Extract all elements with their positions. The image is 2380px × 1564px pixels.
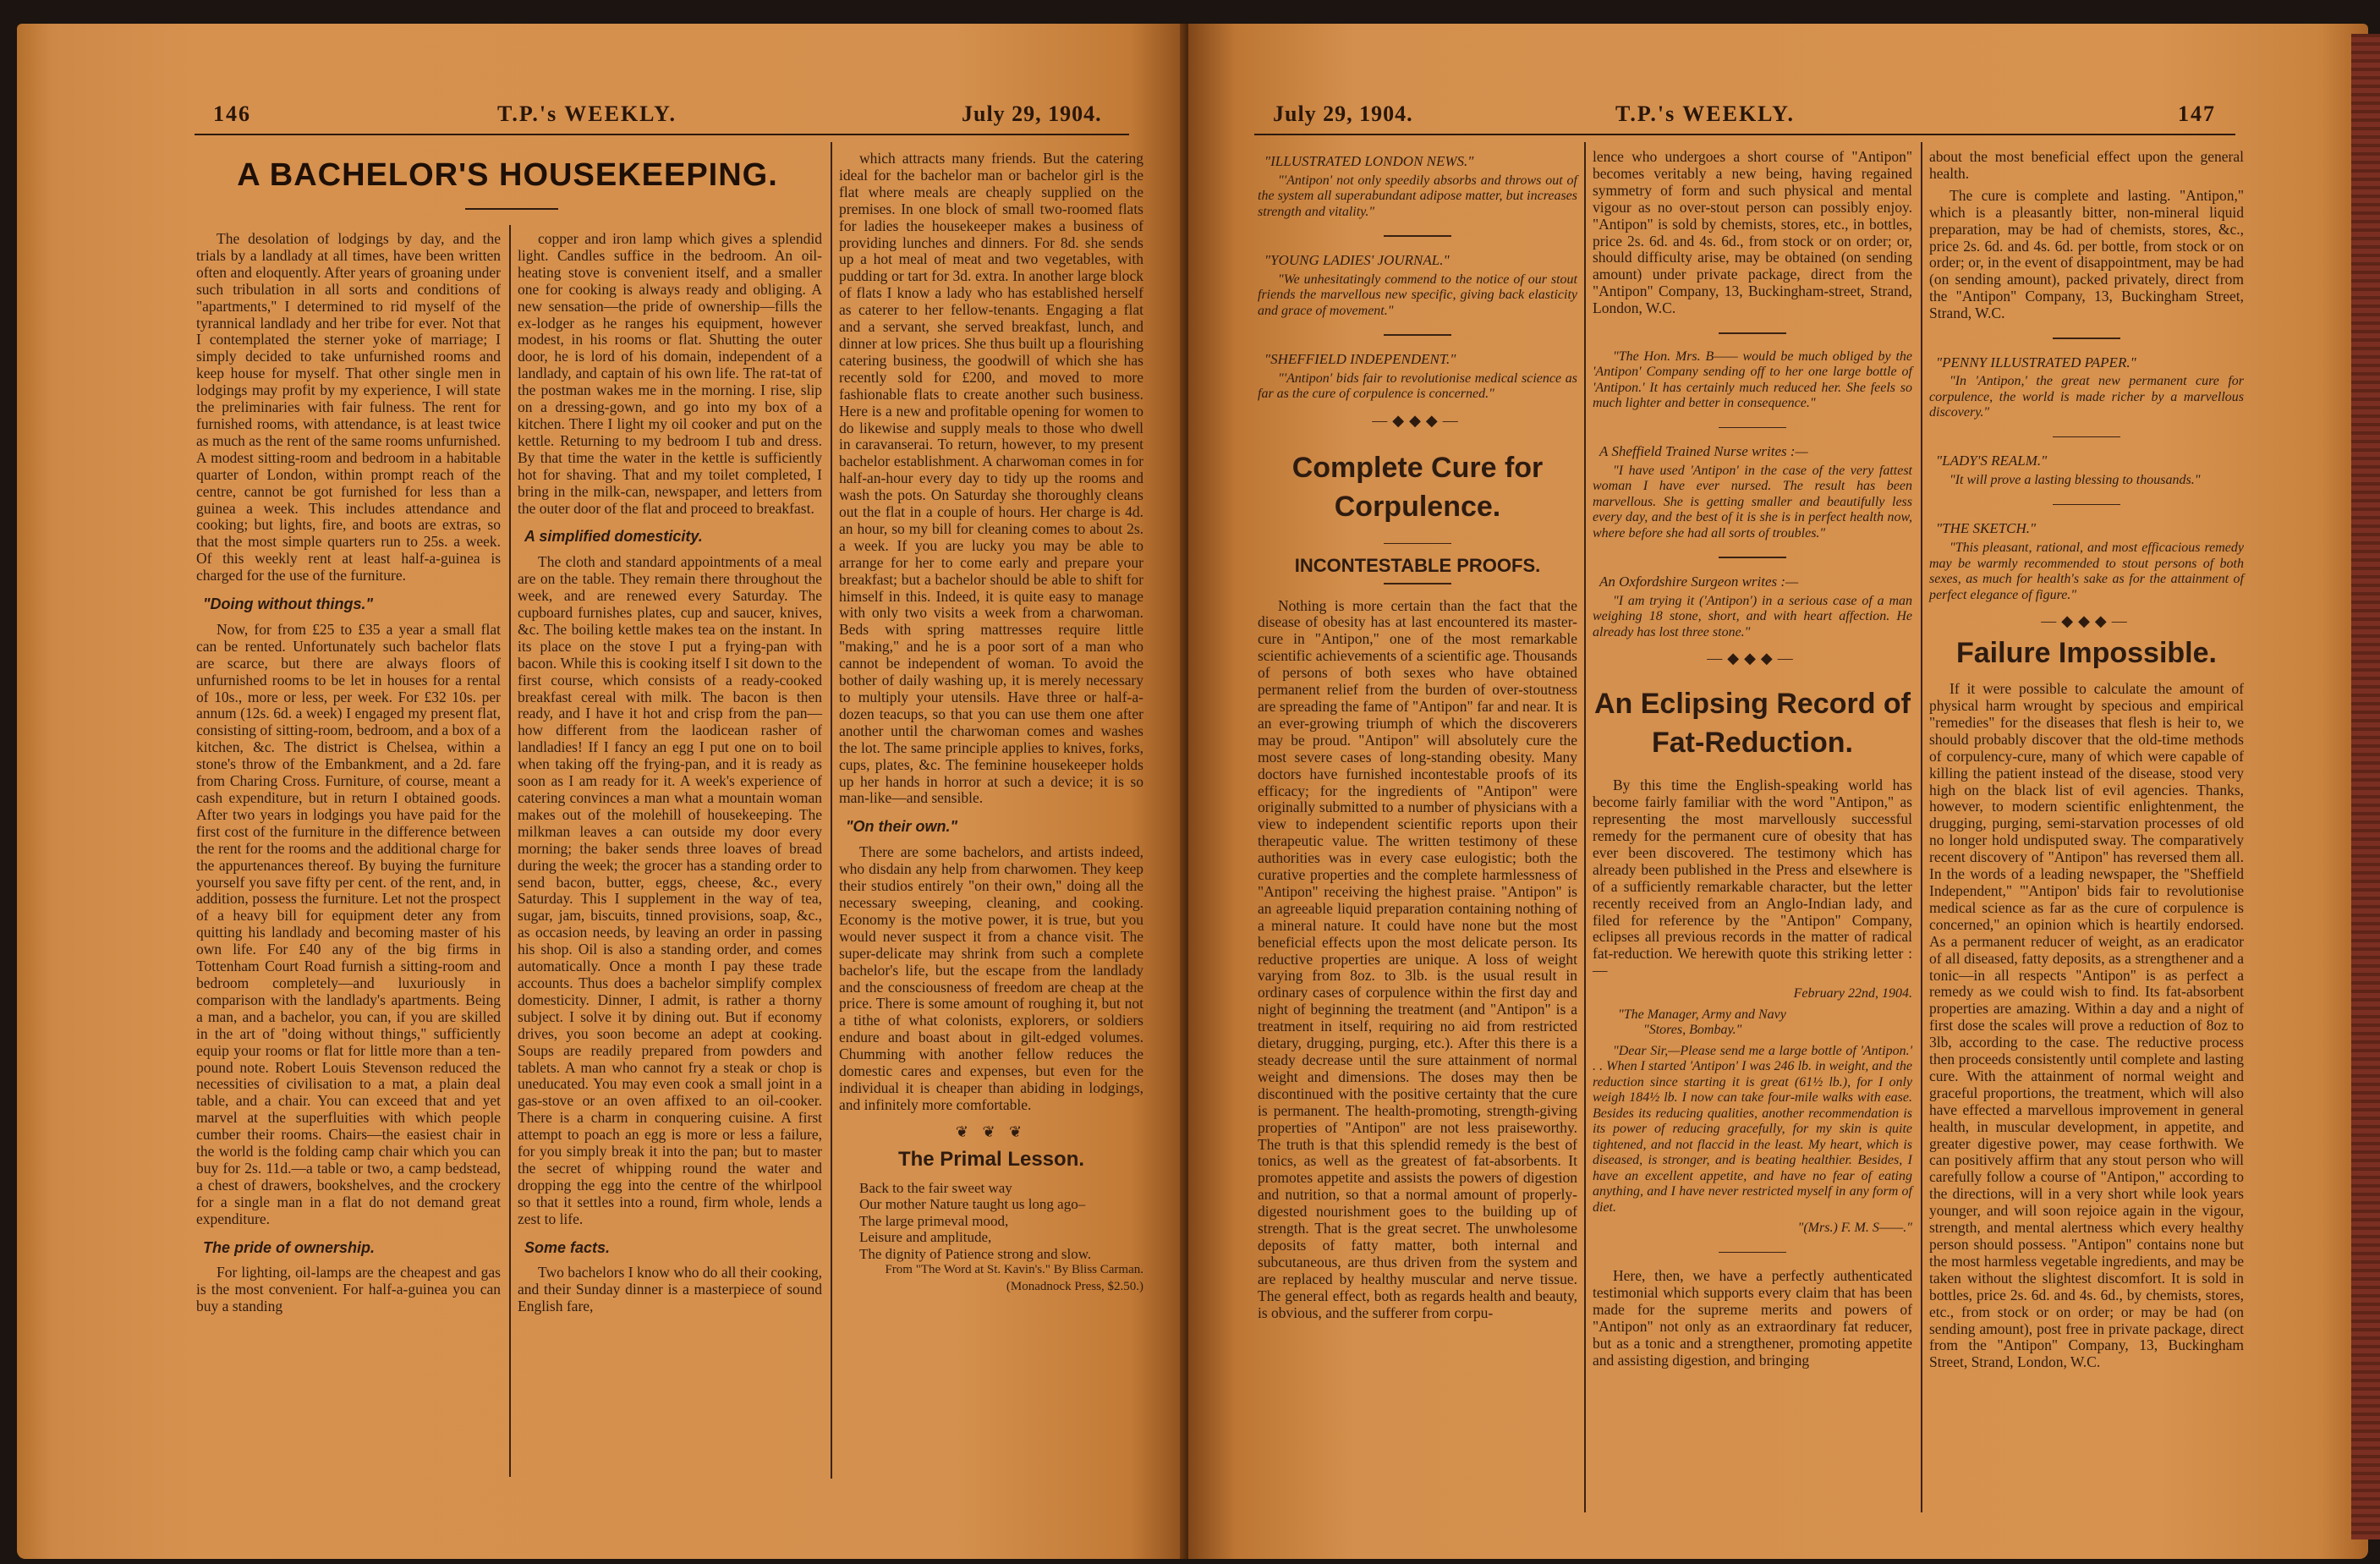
ad-headline: Complete Cure for Corpulence. bbox=[1291, 451, 1544, 523]
testimonial-source: A Sheffield Trained Nurse writes :— bbox=[1599, 443, 1808, 460]
date-right: July 29, 1904. bbox=[1273, 102, 1413, 126]
ornament: —◆◆◆— bbox=[1372, 411, 1463, 429]
right-column-2 bbox=[1593, 149, 1912, 1375]
page-number-right: 147 bbox=[2178, 102, 2216, 126]
poem-line: Our mother Nature taught us long ago– bbox=[859, 1196, 1086, 1213]
book-edge bbox=[2351, 34, 2380, 1539]
article-headline: A BACHELOR'S HOUSEKEEPING. bbox=[237, 157, 778, 193]
paragraph: If it were possible to calculate the amount of physical harm wrought by specious and empirical "remedies" for the diseases that flesh is heir to, we should probably discover that the old-time methods of corpulency-cure, many of which were capable of killing the patient instead of the disease, stood very high on the black list of evil agencies. Thanks, however, to modern scientific enlightenment, the drugging, purging, semi-starvation processes of old no longer hold undisputed sway. The comparatively recent discovery of "Antipon" has reversed them all. In the words of a leading newspaper, the "Sheffield Independent," "'Antipon' bids fair to revolutionise medical science as far as the cure of corpulence is concerned," an opinion which is heartily endorsed. As a permanent reducer of weight, as an eradicator of all diseased, fatty deposits, as a strengthener and a tonic—in all respects "Antipon" is as perfect a remedy as we could wish to find. Its fat-absorbent properties are amazing. Within a day and a night of first dose the scales will prove a reduction of 8oz to 3lb, according to the case. The reductive process then proceeds consistently until complete and lasting cure. With the attainment of normal weight and graceful proportions, the treatment, which will also have effected a marvellous improvement in general health, in muscular development, in appetite, and greater digestive power, may cease forthwith. We can positively affirm that any stout person who will carefully follow a course of "Antipon," according to the directions, will in a very short while look years younger, and will soon rejoice again in the vigour, strength, and mental alertness which every healthy person should possess. "Antipon" contains none but the most harmless vegetable ingredients, and may be taken without the slightest discomfort. It is sold in bottles, price 2s. 6d. and 4s. 6d., by chemists, stores, etc., from stock or on order; or may be had (on sending amount), post free in private package, direct from the "Antipon" Company, 13, Buckingham Street, Strand, London, W.C. bbox=[1929, 680, 2244, 1371]
testimonial: "I am trying it ('Antipon') in a serious case of a man weighing 18 stone, short, and with heart affection. He already has lost three stone." bbox=[1593, 593, 1912, 639]
header-rule-left bbox=[195, 134, 1129, 135]
subheading: "Doing without things." bbox=[203, 595, 374, 613]
poem-line: Back to the fair sweet way bbox=[859, 1179, 1012, 1196]
quote: "We unhesitatingly commend to the notice of our stout friends the marvellous new specific, giving back elasticity and grace of movement." bbox=[1258, 272, 1577, 318]
paragraph: which attracts many friends. But the catering ideal for the bachelor man or bachelor girl is the flat where meals are cheaply supplied on the premises. In one block of small two-roomed flats for ladies the housekeeper makes a business of providing lunches and dinners. For 8d. she sends up a hot meal of meat and two vegetables, with pudding or tart for 3d. extra. In another large block of flats I know a lady who has established herself as caterer to her fellow-tenants. Engaging a flat and a servant, she served breakfast, lunch, and dinner at low prices. She thus built up a flourishing catering business, the goodwill of which she has recently sold for £200, and moved to more fashionable flats to create another such business. Here is a new and profitable opening for women to do likewise and supply meals to those who dwell in caravanserai. To return, however, to my present bachelor establishment. A charwoman comes in for half-an-hour every day to tidy up the rooms and wash the pots. On Saturday she thoroughly cleans out the flat in a couple of hours. Her charge is 4d. an hour, so my bill for cleaning comes to about 2s. a week. If you are lucky you may be able to arrange for her to come early and prepare your breakfast; but a bachelor should be able to shift for himself in this. Indeed, it is quite easy to manage with only two visits a week from a charwoman. Beds with spring mattresses require little "making," and he is a poor sort of a man who cannot be independent of woman. To avoid the bother of daily washing up, it is merely necessary to multiply your utensils. Have three or half-a-dozen teacups, so that you can use them one after another until the charwoman comes and washes the lot. The same principle applies to knives, forks, cups, plates, &c. The feminine housekeeper holds up her hands in horror at such a device; it is so man-like—and sensible. bbox=[839, 150, 1143, 807]
quote: "'Antipon' bids fair to revolutionise medical science as far as the cure of corpulence is concerned." bbox=[1258, 370, 1577, 402]
column-divider bbox=[509, 225, 511, 1477]
paragraph: The cure is complete and lasting. "Antipon," which is a pleasantly bitter, non-mineral liquid preparation, may be had of chemists, stores, &c., price 2s. 6d. and 4s. 6d. per bottle, from stock or on order; or, in the event of disappointment, may be had (on sending amount), packed privately, direct from the "Antipon" Company, 13, Buckingham Street, Strand, W.C. bbox=[1929, 186, 2244, 322]
paragraph: The cloth and standard appointments of a meal are on the table. They remain there throughout the week, and are renewed every Saturday. The cupboard furnishes plates, cup and saucer, knives, &c. The boiling kettle makes tea on the instant. In its place on the stove I put a frying-pan with bacon. While this is cooking itself I sit down to the first course, which consists of a ready-cooked breakfast cereal with milk. The bacon is then ready, and I have it hot and crisp from the pan—how different from the laodicean rasher of landladies! If I fancy an egg I put one on to boil when taking off the frying-pan, and it is ready as soon as I am ready for it. A week's experience of catering convinces a man what a mountain woman makes out of the molehill of housekeeping. The milkman leaves a can outside my door every morning; the baker sends three loaves of bread during the week; the grocer has a standing order to send bacon, butter, eggs, cheese, &c., every Saturday. This I supplement in the way of tea, sugar, jam, biscuits, tinned provisions, soap, &c., as occasion needs, by leaving an order in passing his shop. Oil is also a standing order, and comes automatically. Once a month I pay these trade accounts. Thus does a bachelor simplify complex domesticity. Dinner, I admit, is rather a thorny subject. I solve it by dining out. But if economy drives, you soon become an adept at cooking. Soups are readily prepared from powders and tablets. A man who cannot fry a steak or chop is uneducated. You may even cook a small joint in a gas-stove or an oven affixed to an oil-cooker. There is a charm in conquering cuisine. A first attempt to poach an egg is more or less a failure, for you simply break it into the pan; but to master the secret of whipping round the water and dropping the egg into the centre of the whirlpool so that it settles into a round, firm whole, lends a zest to life. bbox=[518, 553, 822, 1227]
letter-signature: "(Mrs.) F. M. S——." bbox=[1797, 1221, 1912, 1236]
column-divider bbox=[831, 142, 832, 1479]
date-left: July 29, 1904. bbox=[962, 102, 1102, 126]
ad-subheading: INCONTESTABLE PROOFS. bbox=[1294, 555, 1541, 577]
poem bbox=[839, 1180, 1143, 1263]
divider bbox=[2053, 337, 2120, 339]
paragraph: By this time the English-speaking world has become fairly familiar with the word "Antipon," as representing the most marvellously successful remedy for the permanent cure of obesity that has ever been discovered. The testimony which has already been published in the Press and elsewhere is of a sufficiently remarkable character, but the letter recently received from an Anglo-Indian lady, and filed for reference by the "Antipon" Company, eclipses all previous records in the matter of radical fat-reduction. We herewith quote this striking letter :— bbox=[1593, 777, 1912, 980]
quote-source: "LADY'S REALM." bbox=[1936, 453, 2048, 469]
paragraph: Two bachelors I know who do all their cooking, and their Sunday dinner is a masterpiece of sound English fare, bbox=[518, 1264, 822, 1315]
column-divider bbox=[1584, 142, 1586, 1512]
header-rule-right bbox=[1254, 134, 2235, 135]
masthead-right: T.P.'s WEEKLY. bbox=[1615, 102, 1796, 126]
left-column-1 bbox=[196, 231, 501, 1320]
quote: "'Antipon' not only speedily absorbs and throws out of the system all superabundant adipose matter, but increases strength and vitality." bbox=[1258, 173, 1577, 219]
left-page bbox=[17, 24, 1188, 1559]
divider bbox=[2053, 504, 2120, 506]
paragraph: lence who undergoes a short course of "Antipon" becomes veritably a new being, having regained symmetry of form and such physical and mental vigour as no over-stout person can possibly enjoy. "Antipon" is sold by chemists, stores, etc., in bottles, price 2s. 6d. and 4s. 6d., from stock or on order; or, should difficulty arise, may be obtained (on sending amount) under private package, direct from the "Antipon" Company, 13, Buckingham-street, Strand, London, W.C. bbox=[1593, 148, 1912, 317]
ad-headline: An Eclipsing Record of Fat-Reduction. bbox=[1593, 688, 1911, 760]
divider bbox=[1719, 1252, 1786, 1254]
paragraph: about the most beneficial effect upon the general health. bbox=[1929, 148, 2244, 182]
letter-address: "Stores, Bombay." bbox=[1643, 1023, 1742, 1038]
paragraph: Nothing is more certain than the fact that the disease of obesity has at last encountered its master-cure in "Antipon," one of the most remarkable scientific achievements of a scientific age. Thousands of persons of both sexes who have obtained permanent relief from the burden of over-stoutness are spreading the fame of "Antipon" far and near. It is an ever-growing triumph of which the discoverers may be proud. "Antipon" will absolutely cure the most severe cases of long-standing obesity. Many doctors have furnished incontestable proofs of its efficacy; for the ingredients of "Antipon" were originally submitted to a number of physicians with a view to independent scientific reports upon their therapeutic value. The written testimony of these authorities was in every case eulogistic; both the curative properties and the complete harmlessness of "Antipon" receiving the highest praise. "Antipon" is an agreeable liquid preparation containing nothing of a mineral nature. It could have none but the most beneficial effects upon the most delicate person. Its reductive properties are unique. A loss of weight varying from 8oz. to 3lb. is the usual result in ordinary cases of corpulence within the first day and night of beginning the treatment (and "Antipon" is a treatment in itself, requiring no aid from restricted dietary, drugging, purging, etc.). After this there is a steady decrease until the sure attainment of normal weight and dimensions. The doses may then be discontinued with the positive certainty that the cure is permanent. The health-promoting, strength-giving properties of "Antipon" are not less praiseworthy. The truth is that this splendid remedy is the best of tonics, as well as the greatest of fat-absorbents. It promotes appetite and assists the powers of digestion and nutrition, so that a normal amount of properly-digested nourishment goes to the building up of strength. That is the great secret. The unwholesome deposits of fatty matter, both internal and subcutaneous, are thus driven from the system and are replaced by healthy muscular and nerve tissue. The general effect, both as regards health and beauty, is obvious, and the sufferer from corpu- bbox=[1258, 596, 1577, 1321]
right-column-1 bbox=[1258, 146, 1577, 1327]
poem-title: The Primal Lesson. bbox=[897, 1147, 1085, 1171]
divider bbox=[1384, 334, 1451, 336]
paragraph: For lighting, oil-lamps are the cheapest and gas is the most convenient. For half-a-guinea you can buy a standing bbox=[196, 1264, 501, 1315]
divider bbox=[1719, 557, 1786, 558]
quote-source: "PENNY ILLUSTRATED PAPER." bbox=[1936, 354, 2136, 370]
poem-line: Leisure and amplitude, bbox=[859, 1229, 992, 1246]
poem-source: From "The Word at St. Kavin's." By Bliss Carman. (Monadnock Press, $2.50.) bbox=[885, 1263, 1143, 1293]
subheading: The pride of ownership. bbox=[203, 1238, 376, 1256]
paragraph: Now, for from £25 to £35 a year a small flat can be rented. Unfortunately such bachelor flats are scarce, but there are always floors of unfurnished rooms to be let in houses for a rental of 10s., more or less, per week. For £32 10s. per annum (12s. 6d. a week) I engaged my present flat, consisting of sitting-room, bedroom, and a box of a kitchen, &c. The district is Chelsea, within a stone's throw of the Embankment, and a 2d. fare from Charing Cross. Furniture, of course, meant a cash expenditure, but in return I obtained goods. After two years in lodgings you have paid for the first cost of the furniture in the difference between the rent for the rooms and the additional charge for the appurtenances thereof. By buying the furniture yourself you save fifty per cent. of the rent, and, in addition, possess the furniture. Let not the prospect of a heavy bill for equipment deter any from quitting his landlady and becoming master of his own life. For £40 any of the big firms in Tottenham Court Road furnish a sitting-room and bedroom completely—and luxuriously in comparison with the landlady's apartments. Being a man, and a bachelor, you can, if you are skilled in the art of "doing without things," sufficiently equip your rooms or flat for little more than a ten-pound note. Robert Louis Stevenson reduced the necessities of civilisation to a mat, a plain deal table, and a chair. You can exceed that and yet marvel at the superfluities with which people cumber their rooms. Chairs—the easiest chair in the world is the folding camp chair which you can buy for 2s. 11d.—a table or two, a camp bedstead, a chest of drawers, bookshelves, and the crockery for a single man in a flat do not demand great expenditure. bbox=[196, 620, 501, 1227]
quote-source: "ILLUSTRATED LONDON NEWS." bbox=[1264, 153, 1474, 169]
left-column-2 bbox=[518, 231, 822, 1320]
quote-source: "THE SKETCH." bbox=[1936, 520, 2037, 537]
quote: "It will prove a lasting blessing to thousands." bbox=[1950, 473, 2201, 488]
testimonial: "The Hon. Mrs. B—— would be much obliged by the 'Antipon' Company sending off to her one large bottle of 'Antipon.' It has certainly much reduced her. She feels so much lighter and better in consequence." bbox=[1593, 348, 1912, 411]
masthead-left: T.P.'s WEEKLY. bbox=[497, 102, 677, 126]
paragraph: There are some bachelors, and artists indeed, who disdain any help from charwomen. They keep their studios entirely "on their own," doing all the necessary sweeping, cleaning, and cooking. Economy is the motive power, it is true, but you would never suspect it from a chance visit. The super-delicate may shrink from such a complete bachelor's life, but the escape from the landlady and the consciousness of freedom are cheap at the price. There is some amount of roughing it, but not a tithe of what colonists, explorers, or soldiers endure and boast about in gilt-edged volumes. Chumming with another fellow reduces the domestic cares and expenses, but even for the individual it is cheaper than abiding in lodgings, and infinitely more comfortable. bbox=[839, 843, 1143, 1113]
subheading: A simplified domesticity. bbox=[524, 528, 703, 546]
letter-address: "The Manager, Army and Navy bbox=[1618, 1007, 1786, 1022]
subheading: "On their own." bbox=[846, 818, 958, 836]
quote: "This pleasant, rational, and most efficacious remedy may be warmly recommended to stout persons of both sexes, as much for health's sake as for the attainment of perfect elegance of figure." bbox=[1929, 541, 2244, 602]
ornament: —◆◆◆— bbox=[2041, 612, 2132, 630]
ornament: —◆◆◆— bbox=[1707, 650, 1798, 667]
headline-rule bbox=[465, 208, 558, 210]
letter-body: "Dear Sir,—Please send me a large bottle of 'Antipon.' . . When I started 'Antipon' I was 246 lb. in weight, and the reduction since starting it is great (61½ lb.), for I only weigh 184½ lb. I now can take four-mile walks with ease. Besides its reducing qualities, another recommendation is its power of reducing gracefully, for my skin is quite tightened, and not flaccid in the least. My heart, which is diseased, is stronger, and is beating healthier. Besides, I have an excellent appetite, and have no fear of eating anything, and I have never restricted myself in any form of diet. bbox=[1593, 1043, 1912, 1215]
column-divider bbox=[1921, 142, 1922, 1512]
left-column-3 bbox=[839, 151, 1143, 1301]
page-number-left: 146 bbox=[213, 102, 251, 126]
divider bbox=[1719, 427, 1786, 429]
quote: "In 'Antipon,' the great new permanent cure for corpulence, the world is made richer by a marvellous discovery." bbox=[1929, 374, 2244, 420]
ad-headline: Failure Impossible. bbox=[1956, 637, 2217, 670]
poem-line: The large primeval mood, bbox=[859, 1212, 1009, 1229]
divider bbox=[1719, 332, 1786, 334]
leaf-ornament: ❦ ❦ ❦ bbox=[955, 1122, 1028, 1140]
paragraph: copper and iron lamp which gives a splendid light. Candles suffice in the bedroom. An oil-heating stove is convenient itself, and a smaller one for cooking is always ready and obliging. A new sensation—the pride of ownership—fills the ex-lodger as he ranges his equipment, however modest, in his rooms or flat. Shutting the outer door, he is lord of his domain, independent of a landlady, and captain of his own life. The rat-tat of the postman wakes me in the morning. I rise, slip on a dressing-gown, and go into my box of a kitchen. There I light my oil cooker and put on the kettle. Returning to my bedroom I tub and dress. By that time the water in the kettle is sufficiently hot for shaving. That and my toilet completed, I bring in the milk-can, newspaper, and letters from the outer door of the flat and proceed to breakfast. bbox=[518, 230, 822, 517]
divider bbox=[1384, 583, 1451, 584]
divider bbox=[2053, 436, 2120, 438]
divider bbox=[1384, 543, 1451, 545]
letter-date: February 22nd, 1904. bbox=[1793, 986, 1912, 1002]
quote-source: "YOUNG LADIES' JOURNAL." bbox=[1264, 251, 1450, 268]
right-column-3 bbox=[1929, 149, 2244, 1376]
paragraph: Here, then, we have a perfectly authenticated testimonial which supports every claim that has been made for the supreme merits and powers of "Antipon" not only as an extraordinary fat reducer, but as a tonic and a strengthener, promoting appetite and assisting digestion, and bringing bbox=[1593, 1267, 1912, 1369]
quote-source: "SHEFFIELD INDEPENDENT." bbox=[1264, 350, 1456, 367]
testimonial-source: An Oxfordshire Surgeon writes :— bbox=[1599, 573, 1799, 590]
testimonial: "I have used 'Antipon' in the case of the very fattest woman I have ever nursed. The result has been marvellous. She is getting smaller and beautifully less every day, and the best of it is she is in perfect health now, where before she had all sorts of troubles." bbox=[1593, 463, 1912, 541]
divider bbox=[1384, 235, 1451, 237]
poem-line: The dignity of Patience strong and slow. bbox=[859, 1245, 1092, 1262]
right-page bbox=[1188, 24, 2368, 1559]
subheading: Some facts. bbox=[524, 1238, 611, 1256]
paragraph: The desolation of lodgings by day, and the trials by a landlady at all times, have been written often and eloquently. After years of groaning under such tribulation in all sorts and conditions of "apartments," I determined to rid myself of the tyrannical landlady and her tribe for ever. Not that I contemplated the sterner yoke of marriage; I simply decided to take unfurnished rooms and keep house for myself. That other single men in lodgings may profit by my experience, I will state the preliminaries with fair fulness. The rent for furnished rooms, with attendance, is at least twice as much as the rent of the same rooms unfurnished. A modest sitting-room and bedroom in a habitable quarter of London, within prompt reach of the centre, cannot be got furnished for less than a guinea a week. This includes attendance and cooking; but lights, fire, and boots are extras, so that the most simple quarters run to 25s. a week. Of this weekly rent at least half-a-guinea is charged for the use of the furniture. bbox=[196, 230, 501, 584]
